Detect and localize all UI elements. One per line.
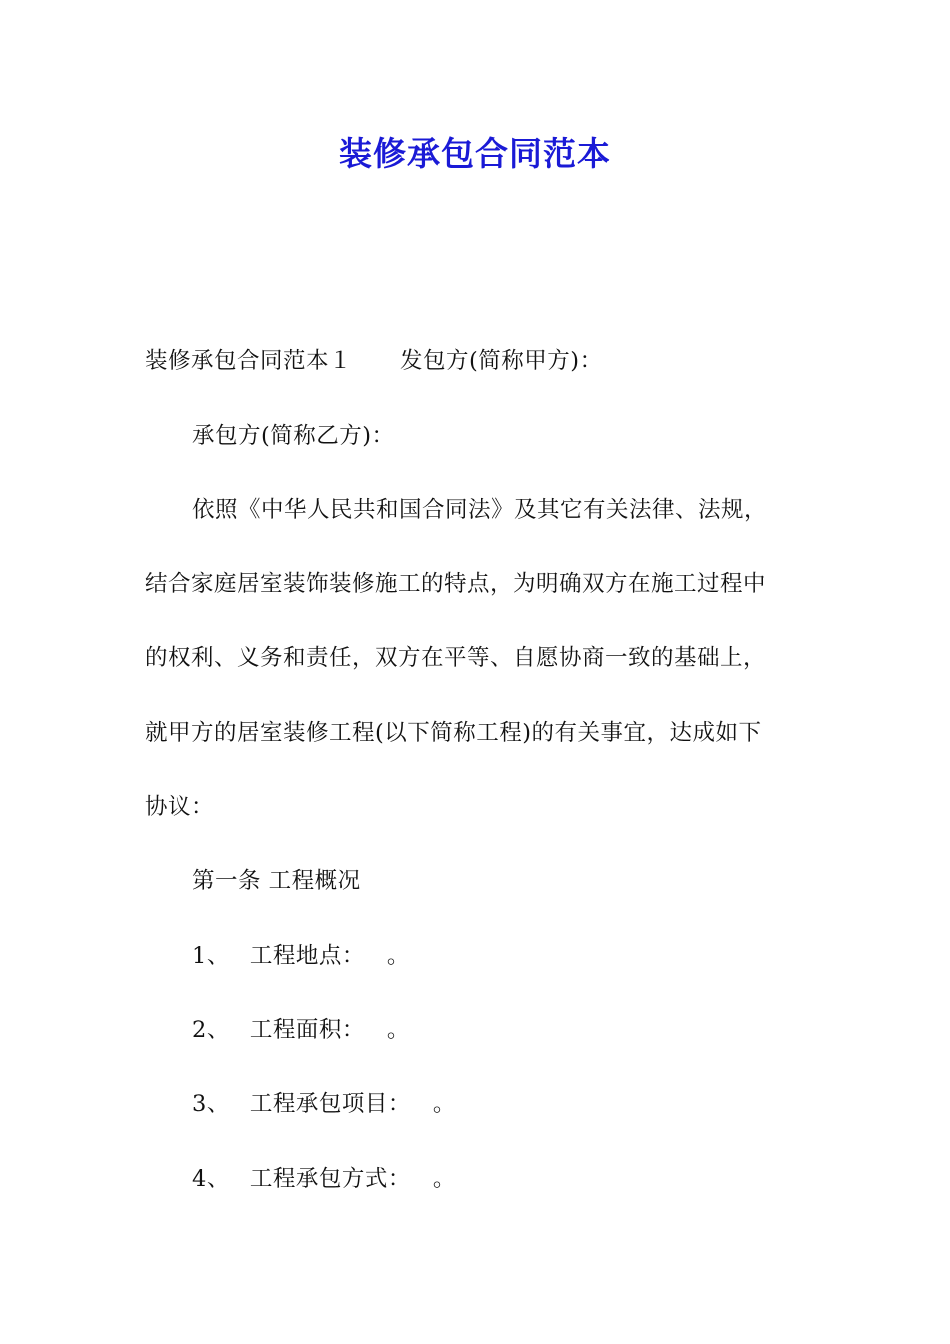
contract-label: 装修承包合同范本１ — [145, 348, 353, 374]
preamble-line-2: 结合家庭居室装饰装修施工的特点，为明确双方在施工过程中 — [145, 571, 767, 597]
item-number: 4、 — [192, 1166, 230, 1192]
party-b-label: 承包方(简称乙方)： — [192, 423, 395, 449]
article-item — [192, 941, 410, 971]
article-item — [192, 1015, 410, 1045]
document-title: 装修承包合同范本 — [339, 134, 611, 173]
preamble-line-1: 依照《中华人民共和国合同法》及其它有关法律、法规， — [192, 497, 768, 523]
item-number: 3、 — [192, 1091, 230, 1117]
item-end: 。 — [432, 1166, 456, 1192]
article-one-heading: 第一条 工程概况 — [192, 868, 361, 894]
item-end: 。 — [432, 1091, 456, 1117]
item-number: 2、 — [192, 1017, 230, 1043]
preamble-line-5: 协议： — [145, 794, 215, 820]
party-a-label: 发包方(简称甲方)： — [400, 348, 603, 374]
article-item — [192, 1164, 456, 1194]
item-end: 。 — [386, 943, 410, 969]
item-label: 工程地点： — [249, 943, 365, 969]
item-end: 。 — [386, 1017, 410, 1043]
item-number: 1、 — [192, 943, 230, 969]
item-label: 工程面积： — [249, 1017, 365, 1043]
item-label: 工程承包项目： — [249, 1091, 411, 1117]
article-item — [192, 1089, 456, 1119]
item-label: 工程承包方式： — [249, 1166, 411, 1192]
preamble-line-3: 的权利、义务和责任，双方在平等、自愿协商一致的基础上， — [145, 645, 767, 671]
heading-line — [145, 346, 603, 376]
preamble-line-4: 就甲方的居室装修工程(以下简称工程)的有关事宜，达成如下 — [145, 720, 762, 746]
